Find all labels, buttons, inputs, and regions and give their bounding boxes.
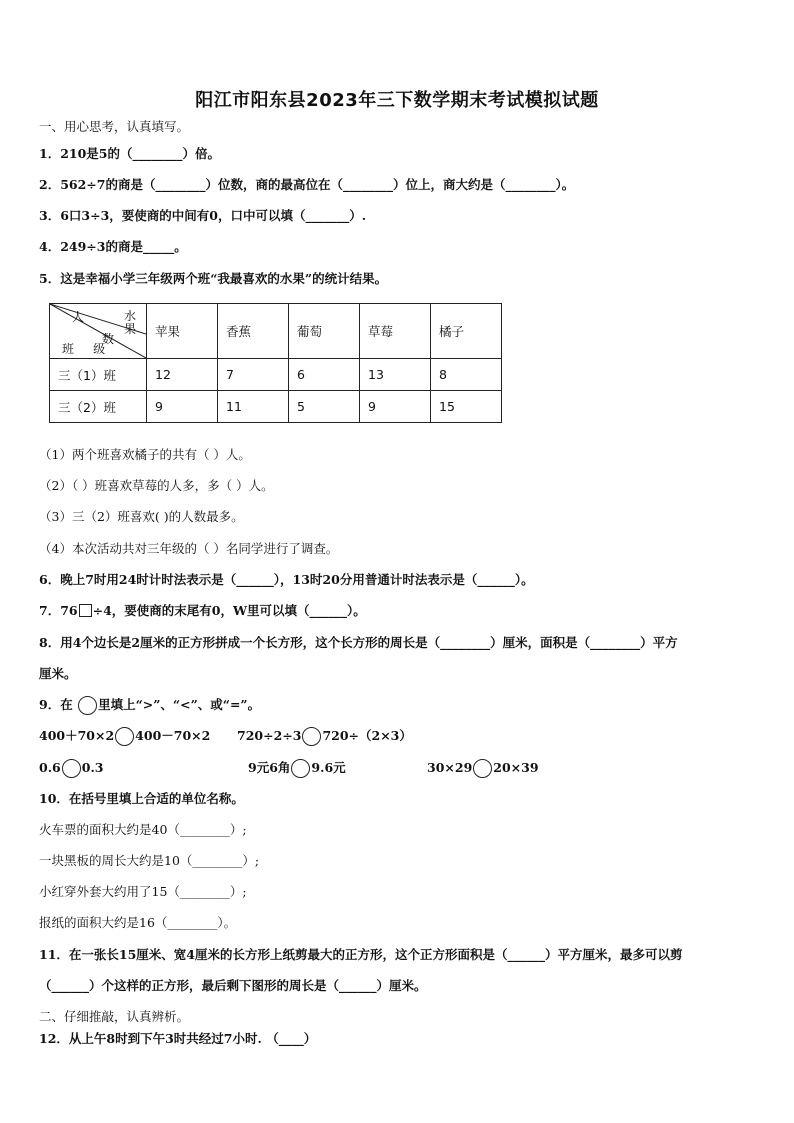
- question-8-line-2: 厘米。: [39, 666, 77, 681]
- table-cell: 8: [431, 359, 502, 391]
- table-cell: 9: [147, 391, 218, 423]
- compare-item-4: [248, 759, 346, 778]
- header-cell: 橘子: [431, 304, 502, 359]
- question-11-line-1: 11．在一张长15厘米、宽4厘米的长方形上纸剪最大的正方形，这个正方形面积是（______）平方厘米，最多可以剪: [39, 947, 683, 962]
- compare-item-1: [39, 727, 210, 746]
- compare-left: 0.6: [39, 760, 61, 775]
- header-cell: 草莓: [360, 304, 431, 359]
- compare-right: 400－70×2: [135, 728, 211, 743]
- compare-circle-icon: [78, 696, 97, 715]
- section-1-heading: 一、用心思考，认真填写。: [39, 119, 190, 134]
- row-label: 三（1）班: [50, 359, 147, 391]
- question-7-suffix: ÷4，要使商的末尾有0，W里可以填（______）。: [92, 603, 366, 618]
- question-10-item-3: 小红穿外套大约用了15（________）;: [39, 884, 247, 899]
- header-cell: 葡萄: [289, 304, 360, 359]
- row-label: 三（2）班: [50, 391, 147, 423]
- question-5-part-1: （1）两个班喜欢橘子的共有（ ）人。: [39, 447, 251, 462]
- question-12: 12．从上午8时到下午3时共经过7小时. （____）: [39, 1031, 317, 1046]
- question-4: 4．249÷3的商是_____。: [39, 239, 187, 254]
- question-10-item-1: 火车票的面积大约是40（________）;: [39, 822, 247, 837]
- question-8-line-1: 8．用4个边长是2厘米的正方形拼成一个长方形，这个长方形的周长是（________）厘米，面积是（________）平方: [39, 635, 678, 650]
- question-7-prefix: 7．76: [39, 603, 78, 618]
- compare-right: 20×39: [493, 760, 539, 775]
- table-cell: 6: [289, 359, 360, 391]
- compare-circle-icon[interactable]: [302, 727, 321, 746]
- compare-left: 720÷2÷3: [237, 728, 302, 743]
- table-cell: 12: [147, 359, 218, 391]
- compare-item-3: [39, 759, 104, 778]
- table-cell: 9: [360, 391, 431, 423]
- question-9-prefix: 9．在: [39, 697, 73, 712]
- question-10-item-2: 一块黑板的周长大约是10（________）;: [39, 853, 260, 868]
- corner-label-count: 数: [102, 332, 115, 346]
- header-cell: 香蕉: [218, 304, 289, 359]
- question-5-part-2: （2）（ ）班喜欢草莓的人多，多（ ）人。: [39, 478, 274, 493]
- question-10-item-4: 报纸的面积大约是16（________）。: [39, 915, 237, 930]
- table-cell: 5: [289, 391, 360, 423]
- table-corner-header: [50, 304, 147, 359]
- question-9-suffix: 里填上“>”、“<”、或“=”。: [98, 697, 261, 712]
- question-1: 1．210是5的（________）倍。: [39, 146, 220, 161]
- compare-circle-icon[interactable]: [473, 759, 492, 778]
- corner-label-people: 人: [72, 310, 85, 324]
- compare-right: 0.3: [81, 760, 104, 775]
- section-2-heading: 二、仔细推敲，认真辨析。: [39, 1009, 190, 1024]
- compare-circle-icon[interactable]: [291, 759, 310, 778]
- table-row: [50, 359, 502, 391]
- question-10: 10．在括号里填上合适的单位名称。: [39, 791, 244, 806]
- corner-label-fruit: 水果: [124, 309, 137, 336]
- table-cell: 7: [218, 359, 289, 391]
- table-row: [50, 391, 502, 423]
- table-cell: 13: [360, 359, 431, 391]
- fruit-survey-table: [49, 303, 502, 423]
- question-7: [39, 602, 366, 620]
- compare-right: 9.6元: [311, 760, 346, 775]
- question-3: 3．6口3÷3，要使商的中间有0，口中可以填（_______）.: [39, 208, 367, 223]
- compare-right: 720÷（2×3）: [322, 728, 412, 743]
- corner-label-class: 班 级: [62, 342, 106, 356]
- compare-left: 400＋70×2: [39, 728, 115, 743]
- table-cell: 11: [218, 391, 289, 423]
- question-5-part-4: （4）本次活动共对三年级的（ ）名同学进行了调查。: [39, 541, 339, 556]
- compare-left: 9元6角: [248, 760, 291, 775]
- compare-item-2: [237, 727, 412, 746]
- header-cell: 苹果: [147, 304, 218, 359]
- page-title: 阳江市阳东县2023年三下数学期末考试模拟试题: [195, 90, 599, 111]
- table-cell: 15: [431, 391, 502, 423]
- compare-circle-icon[interactable]: [62, 759, 81, 778]
- question-6: 6．晚上7时用24时计时法表示是（______），13时20分用普通计时法表示是（______）。: [39, 572, 534, 587]
- question-2: 2．562÷7的商是（________）位数，商的最高位在（________）位上，商大约是（________）。: [39, 177, 575, 192]
- question-5: 5．这是幸福小学三年级两个班“我最喜欢的水果”的统计结果。: [39, 271, 388, 286]
- question-9: [39, 696, 260, 715]
- compare-left: 30×29: [427, 760, 473, 775]
- blank-square-icon: [79, 604, 92, 617]
- compare-item-5: [427, 759, 539, 778]
- question-11-line-2: （______）个这样的正方形，最后剩下图形的周长是（______）厘米。: [39, 978, 427, 993]
- question-5-part-3: （3）三（2）班喜欢( )的人数最多。: [39, 509, 244, 524]
- compare-circle-icon[interactable]: [115, 727, 134, 746]
